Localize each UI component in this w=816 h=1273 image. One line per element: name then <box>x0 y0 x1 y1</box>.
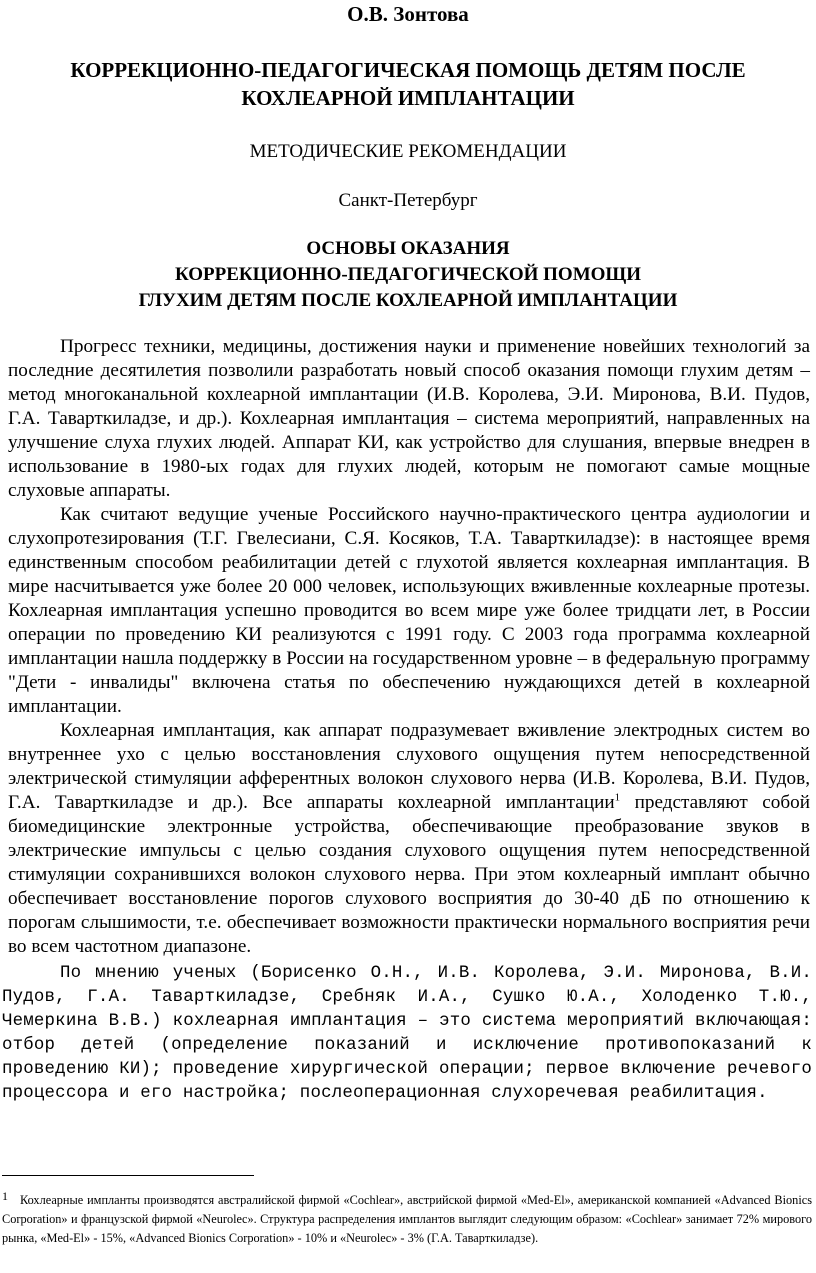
paragraph: Как считают ведущие ученые Российского научно-практического центра аудиологии и слухопротезирования (Т.Г. Гвелесиани, С.Я. Косяков, Т.А. Таварткиладзе): в настоящее время единственным способом реабилитации детей с глухотой является кохлеарная имплантация. В мире насчитывается уже более 20 000 человек, использующих вживленные кохлеарные протезы. Кохлеарная имплантация успешно проводится во всем мире уже более тридцати лет, в России операции по проведению КИ реализуются с 1991 году. С 2003 года программа кохлеарной имплантации нашла поддержку в России на государственном уровне – в федеральную программу "Дети - инвалиды" включена статья по обеспечению нуждающихся детей в кохлеарной имплантации. <box>8 504 810 717</box>
footnote-reference[interactable]: 1 <box>614 791 621 804</box>
title-line: КОХЛЕАРНОЙ ИМПЛАНТАЦИИ <box>241 86 575 110</box>
publication-city: Санкт-Петербург <box>338 190 478 211</box>
section-heading-line: ГЛУХИМ ДЕТЯМ ПОСЛЕ КОХЛЕАРНОЙ ИМПЛАНТАЦИИ <box>138 290 678 311</box>
paragraph: Прогресс техники, медицины, достижения науки и применение новейших технологий за последние десятилетия позволили разработать новый способ оказания помощи глухим детям – метод многоканальной кохлеарной имплантации (И.В. Королева, Э.И. Миронова, В.И. Пудов, Г.А. Таварткиладзе, и др.). Кохлеарная имплантация – система мероприятий, направленных на улучшение слуха глухих людей. Аппарат КИ, как устройство для слушания, впервые внедрен в использование в 1980-ых годах для глухих людей, которым не помогают самые мощные слуховые аппараты. <box>8 336 810 501</box>
footnote-divider <box>2 1175 254 1176</box>
author-name: О.В. Зонтова <box>347 2 469 26</box>
document-subtitle: МЕТОДИЧЕСКИЕ РЕКОМЕНДАЦИИ <box>249 141 567 162</box>
footnote <box>2 1191 812 1248</box>
footnote-text: Кохлеарные импланты производятся австралийской фирмой «Cochlear», австрийской фирмой «Med-El», американской компанией «Advanced Bionics Corporation» и французской фирмой «Neurolec». Структура распределения имплантов выглядит следующим образом: «Cochlear» занимает 72% мирового рынка, «Med-El» - 15%, «Advanced Bionics Corporation» - 10% и «Neurolec» - 3% (Г.А. Таварткиладзе). <box>2 1193 812 1245</box>
paragraph-text: представляют собой биомедицинские электронные устройства, обеспечивающие преобразование звуков в электрические импульсы с целью создания слухового ощущения путем непосредственной стимуляции сохранившихся волокон слухового нерва. При этом кохлеарный имплант обычно обеспечивает восстановление порогов слухового восприятия до 30-40 дБ по отношению к порогам слышимости, т.е. обеспечивает возможности практически нормального восприятия речи во всем частотном диапазоне. <box>8 792 810 957</box>
footnote-marker: 1 <box>2 1189 8 1203</box>
section-heading <box>0 236 816 314</box>
document-title <box>0 56 816 112</box>
paragraph <box>8 719 810 959</box>
paragraph-monospace: По мнению ученых (Борисенко О.Н., И.В. Королева, Э.И. Миронова, В.И. Пудов, Г.А. Таварткиладзе, Сребняк И.А., Сушко Ю.А., Холоденко Т.Ю., Чемеркина В.В.) кохлеарная имплантация – это система мероприятий включающая: отбор детей (определение показаний и исключение противопоказаний к проведению КИ); проведение хирургической операции; первое включение речевого процессора и его настройка; послеоперационная слухоречевая реабилитация. <box>2 964 812 1103</box>
title-line: КОРРЕКЦИОННО-ПЕДАГОГИЧЕСКАЯ ПОМОЩЬ ДЕТЯМ ПОСЛЕ <box>70 58 746 82</box>
body-text <box>8 335 810 959</box>
paragraph-text: Кохлеарная имплантация, как аппарат подразумевает вживление электродных систем во внутреннее ухо с целью восстановления слухового ощущения путем непосредственной электрической стимуляции афферентных волокон слухового нерва (И.В. Королева, В.И. Пудов, Г.А. Таварткиладзе и др.). Все аппараты кохлеарной имплантации <box>8 720 810 813</box>
section-heading-line: КОРРЕКЦИОННО-ПЕДАГОГИЧЕСКОЙ ПОМОЩИ <box>174 264 642 285</box>
section-heading-line: ОСНОВЫ ОКАЗАНИЯ <box>306 238 510 259</box>
